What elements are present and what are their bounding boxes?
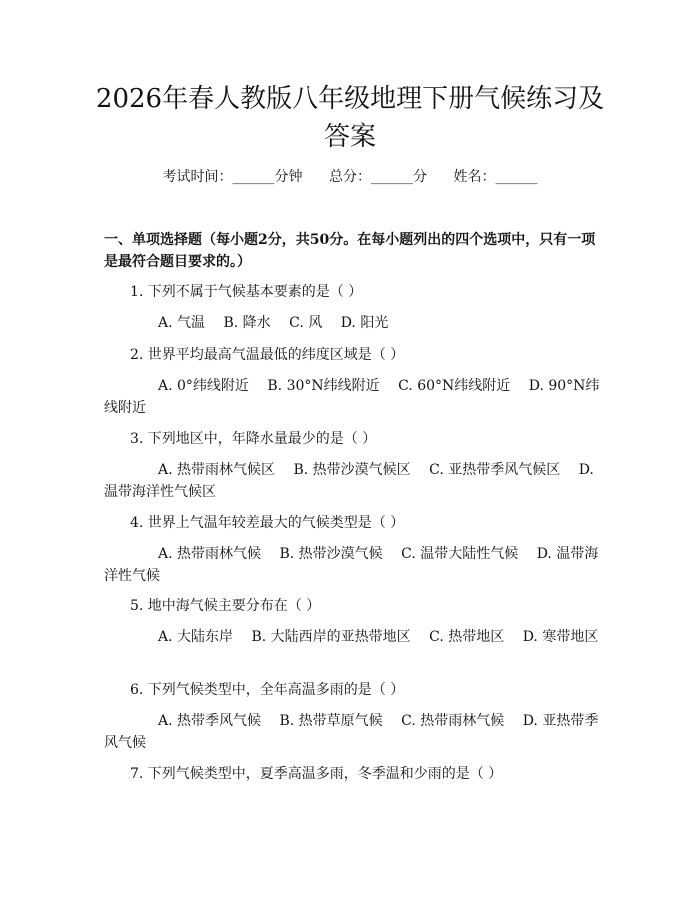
question-3 [104, 428, 600, 503]
exam-info-row [0, 166, 700, 188]
question-stem: 7. 下列气候类型中，夏季高温多雨，冬季温和少雨的是（ ） [130, 766, 503, 782]
question-options [104, 459, 600, 503]
option-a: A. 大陆东岸 [158, 629, 234, 645]
question-stem: 1. 下列不属于气候基本要素的是（ ） [130, 284, 363, 300]
option-d: D. 90°N纬线附近 [104, 378, 600, 416]
student-name-field: 姓名：______ [453, 169, 538, 185]
option-c: C. 热带地区 [429, 629, 505, 645]
question-options [104, 626, 600, 648]
question-stem: 5. 地中海气候主要分布在（ ） [130, 598, 321, 614]
question-stem: 2. 世界平均最高气温最低的纬度区域是（ ） [130, 347, 405, 363]
option-b: B. 降水 [223, 315, 271, 331]
option-d: D. 阳光 [340, 315, 389, 331]
option-b: B. 30°N纬线附近 [267, 378, 380, 394]
option-b: B. 热带沙漠气候区 [293, 462, 411, 478]
option-d: D. 温带海洋性气候区 [104, 462, 594, 500]
option-b: B. 热带沙漠气候 [279, 546, 383, 562]
exam-time-field: 考试时间：______分钟 [162, 169, 303, 185]
option-b: B. 大陆西岸的亚热带地区 [251, 629, 411, 645]
question-2 [104, 344, 600, 419]
option-c: C. 风 [289, 315, 323, 331]
option-a: A. 热带雨林气候区 [158, 462, 276, 478]
question-stem: 4. 世界上气温年较差最大的气候类型是（ ） [130, 515, 405, 531]
title-line-2: 答案 [323, 122, 376, 152]
question-stem: 3. 下列地区中，年降水量最少的是（ ） [130, 431, 377, 447]
option-c: C. 60°N纬线附近 [398, 378, 511, 394]
question-options [104, 543, 600, 587]
question-stem: 6. 下列气候类型中，全年高温多雨的是（ ） [130, 682, 405, 698]
option-a: A. 气温 [158, 315, 206, 331]
section-1-header [104, 229, 604, 273]
option-c: C. 亚热带季风气候区 [429, 462, 561, 478]
section-header-line-1: 一、单项选择题（每小题2分，共50分。在每小题列出的四个选项中，只有一项 [104, 232, 596, 248]
total-score-field: 总分：______分 [329, 169, 427, 185]
question-1 [104, 281, 600, 334]
question-options [104, 375, 600, 419]
document-title [60, 80, 640, 156]
question-7 [104, 763, 600, 785]
question-5 [104, 595, 600, 648]
question-options [104, 710, 600, 754]
option-c: C. 热带雨林气候 [401, 713, 505, 729]
option-c: C. 温带大陆性气候 [401, 546, 519, 562]
option-a: A. 热带季风气候 [158, 713, 262, 729]
title-line-1: 2026年春人教版八年级地理下册气候练习及 [95, 84, 605, 114]
question-options [104, 312, 600, 334]
question-4 [104, 512, 600, 587]
section-header-line-2: 是最符合题目要求的。） [104, 254, 251, 270]
option-a: A. 0°纬线附近 [158, 378, 249, 394]
option-b: B. 热带草原气候 [279, 713, 383, 729]
option-a: A. 热带雨林气候 [158, 546, 262, 562]
option-d: D. 温带海洋性气候 [104, 546, 599, 584]
option-d: D. 寒带地区 [522, 629, 599, 645]
question-6 [104, 679, 600, 754]
option-d: D. 亚热带季风气候 [104, 713, 599, 751]
